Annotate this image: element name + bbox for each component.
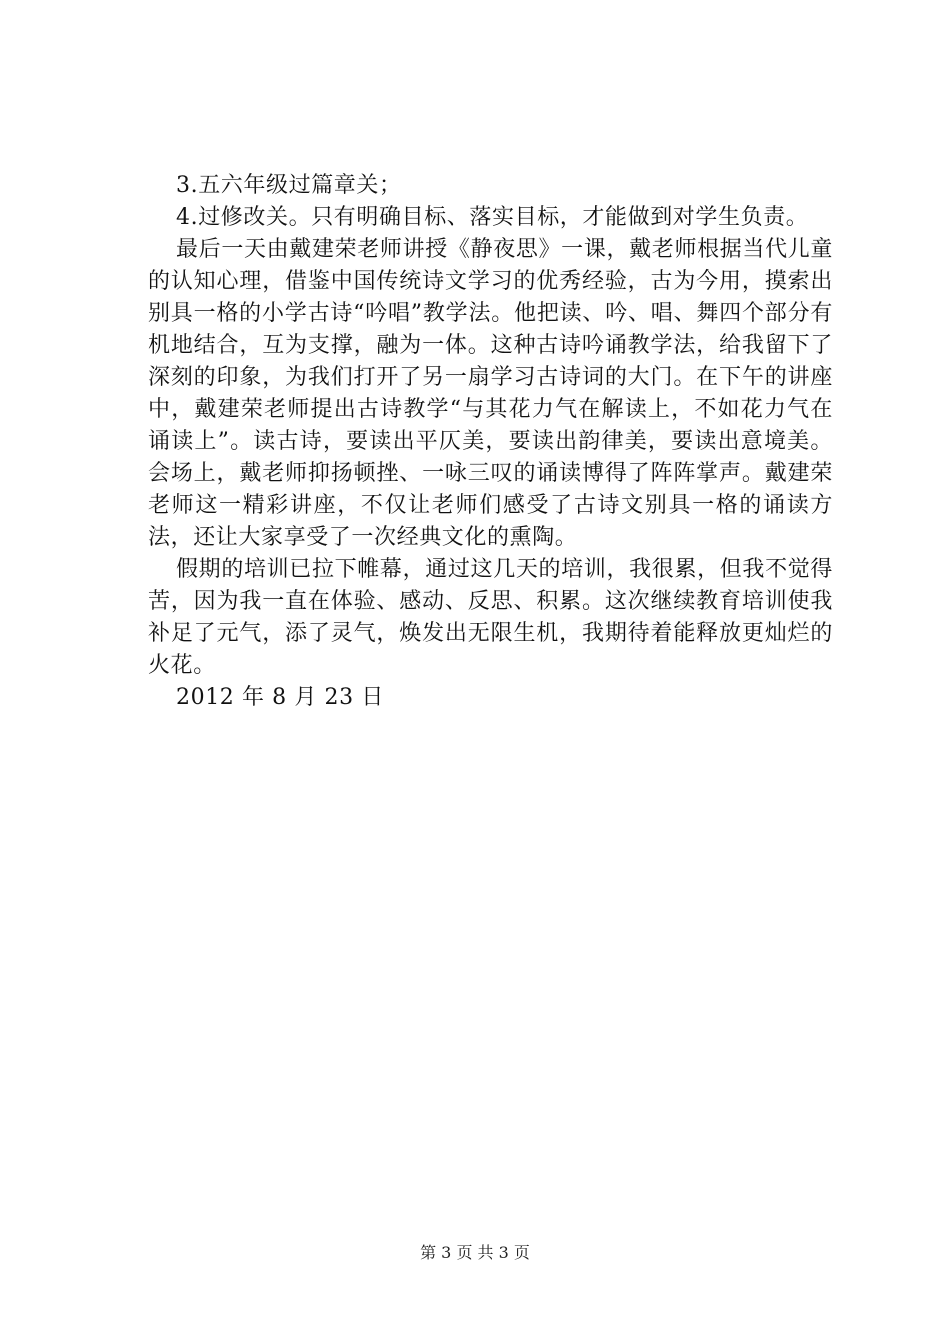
page-number-indicator: 第 3 页 共 3 页 xyxy=(420,1243,530,1262)
document-date: 2012 年 8 月 23 日 xyxy=(176,685,384,710)
list-item-4: 4.过修改关。只有明确目标、落实目标，才能做到对学生负责。 xyxy=(176,205,809,230)
page-footer xyxy=(0,1243,950,1263)
paragraph-conclusion: 假期的培训已拉下帷幕，通过这几天的培训，我很累，但我不觉得苦，因为我一直在体验、感动、反思、积累。这次继续教育培训使我补足了元气，添了灵气，焕发出无限生机，我期待着能释放更灿烂的火花。 xyxy=(148,557,833,678)
paragraph-lecture: 最后一天由戴建荣老师讲授《静夜思》一课，戴老师根据当代儿童的认知心理，借鉴中国传统诗文学习的优秀经验，古为今用，摸索出别具一格的小学古诗“吟唱”教学法。他把读、吟、唱、舞四个部分有机地结合，互为支撑，融为一体。这种古诗吟诵教学法，给我留下了深刻的印象，为我们打开了另一扇学习古诗词的大门。在下午的讲座中，戴建荣老师提出古诗教学“与其花力气在解读上，不如花力气在诵读上”。读古诗，要读出平仄美，要读出韵律美，要读出意境美。会场上，戴老师抑扬顿挫、一咏三叹的诵读博得了阵阵掌声。戴建荣老师这一精彩讲座，不仅让老师们感受了古诗文别具一格的诵读方法，还让大家享受了一次经典文化的熏陶。 xyxy=(148,237,833,550)
document-body xyxy=(148,170,833,714)
list-item-3: 3.五六年级过篇章关； xyxy=(176,173,402,198)
